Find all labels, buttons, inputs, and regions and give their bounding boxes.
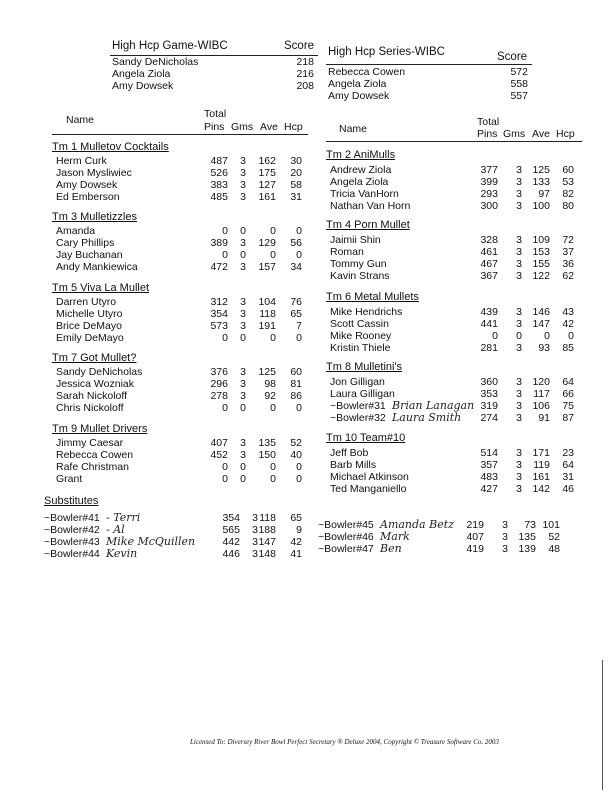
player-pins: 472 <box>210 261 228 273</box>
player-ave: 155 <box>532 258 550 270</box>
player-pins: 399 <box>480 176 498 188</box>
hicap-name: Sandy DeNicholas <box>112 56 199 68</box>
player-ave: 118 <box>259 512 276 524</box>
player-name: Mike Rooney <box>330 330 392 342</box>
player-gms: 3 <box>252 524 258 536</box>
player-ave: 147 <box>532 318 550 330</box>
player-pins: 353 <box>480 388 498 400</box>
player-pins: 452 <box>210 449 228 461</box>
right-total-header: Total <box>477 116 500 128</box>
player-name: Emily DeMayo <box>56 332 124 344</box>
player-gms: 3 <box>516 318 522 330</box>
player-hcp: 42 <box>562 318 574 330</box>
player-ave: 118 <box>259 308 276 320</box>
player-gms: 3 <box>240 191 246 203</box>
player-pins: 407 <box>210 437 228 449</box>
player-ave: 73 <box>524 519 536 531</box>
right-pins-header: Pins <box>477 128 498 140</box>
player-pins: 367 <box>480 270 498 282</box>
player-pins: 446 <box>222 548 240 560</box>
player-name: ~Bowler#44 <box>44 548 100 560</box>
handwritten-name: Ben <box>380 542 402 555</box>
player-ave: 139 <box>518 543 536 555</box>
player-hcp: 101 <box>542 519 560 531</box>
player-hcp: 64 <box>562 376 574 388</box>
player-ave: 104 <box>258 296 276 308</box>
player-gms: 3 <box>252 548 258 560</box>
player-pins: 467 <box>480 258 498 270</box>
player-name: Tricia VanHorn <box>330 188 399 200</box>
player-hcp: 82 <box>562 188 574 200</box>
player-hcp: 20 <box>290 167 302 179</box>
player-name: Michelle Utyro <box>56 308 123 320</box>
player-ave: 161 <box>258 191 276 203</box>
player-name: Jaimii Shin <box>330 234 381 246</box>
player-gms: 3 <box>516 200 522 212</box>
player-gms: 3 <box>240 378 246 390</box>
handwritten-name: - Terri <box>106 511 141 524</box>
player-name: ~Bowler#31 <box>330 400 386 412</box>
player-gms: 3 <box>240 179 246 191</box>
player-name: Ed Emberson <box>56 191 120 203</box>
player-hcp: 52 <box>290 437 302 449</box>
player-name: Rebecca Cowen <box>56 449 134 461</box>
player-hcp: 87 <box>562 412 574 424</box>
player-name: Mike Hendrichs <box>330 306 403 318</box>
player-ave: 100 <box>532 200 550 212</box>
player-pins: 0 <box>222 332 228 344</box>
player-name: ~Bowler#43 <box>44 536 100 548</box>
player-pins: 441 <box>480 318 498 330</box>
left-header-rule <box>52 134 308 135</box>
player-pins: 0 <box>222 473 228 485</box>
right-hcp-header: Hcp <box>556 128 575 140</box>
player-gms: 3 <box>240 390 246 402</box>
player-pins: 296 <box>210 378 228 390</box>
player-name: Kristin Thiele <box>330 342 391 354</box>
player-pins: 514 <box>480 447 498 459</box>
player-gms: 3 <box>502 531 508 543</box>
player-name: Kavin Strans <box>330 270 390 282</box>
player-hcp: 37 <box>562 246 574 258</box>
player-gms: 3 <box>516 258 522 270</box>
player-name: Sandy DeNicholas <box>56 366 143 378</box>
player-gms: 3 <box>516 447 522 459</box>
hicap-score: 558 <box>510 78 528 90</box>
player-hcp: 53 <box>562 176 574 188</box>
hicap-score: 557 <box>510 90 528 102</box>
player-hcp: 65 <box>290 512 302 524</box>
player-gms: 3 <box>516 376 522 388</box>
player-ave: 191 <box>258 320 276 332</box>
right-ave-header: Ave <box>532 128 550 140</box>
player-hcp: 52 <box>548 531 560 543</box>
player-name: Herm Curk <box>56 155 107 167</box>
player-hcp: 56 <box>290 237 302 249</box>
player-pins: 281 <box>480 342 498 354</box>
player-hcp: 40 <box>290 449 302 461</box>
player-gms: 3 <box>240 296 246 308</box>
player-gms: 3 <box>516 188 522 200</box>
player-name: Laura Gilligan <box>330 388 395 400</box>
player-name: Jason Mysliwiec <box>56 167 132 179</box>
left-ave-header: Ave <box>260 121 278 133</box>
team-title: Tm 10 Team#10 <box>326 432 406 444</box>
player-hcp: 72 <box>562 234 574 246</box>
player-ave: 142 <box>532 483 550 495</box>
player-name: ~Bowler#45 <box>318 519 374 531</box>
player-pins: 483 <box>480 471 498 483</box>
player-gms: 3 <box>240 320 246 332</box>
player-ave: 0 <box>270 461 276 473</box>
hicap-name: Amy Dowsek <box>328 90 390 102</box>
player-hcp: 46 <box>562 483 574 495</box>
player-ave: 122 <box>532 270 550 282</box>
left-gms-header: Gms <box>231 121 254 133</box>
player-ave: 188 <box>258 524 276 536</box>
player-pins: 354 <box>222 512 240 524</box>
right-gms-header: Gms <box>503 128 526 140</box>
player-name: Michael Atkinson <box>330 471 409 483</box>
player-pins: 319 <box>480 400 498 412</box>
player-gms: 3 <box>516 176 522 188</box>
left-pins-header: Pins <box>204 121 225 133</box>
player-hcp: 42 <box>290 536 302 548</box>
player-pins: 0 <box>222 461 228 473</box>
player-gms: 0 <box>240 249 246 261</box>
team-title: Tm 4 Porn Mullet <box>326 219 410 231</box>
player-pins: 389 <box>210 237 228 249</box>
player-hcp: 76 <box>290 296 302 308</box>
player-ave: 161 <box>532 471 550 483</box>
hicap-score: 572 <box>510 66 528 78</box>
player-hcp: 60 <box>290 366 302 378</box>
player-ave: 133 <box>532 176 550 188</box>
player-name: Chris Nickoloff <box>56 402 124 414</box>
player-hcp: 31 <box>290 191 302 203</box>
player-hcp: 0 <box>568 330 574 342</box>
player-gms: 3 <box>252 512 258 524</box>
player-pins: 376 <box>210 366 228 378</box>
player-ave: 135 <box>258 437 276 449</box>
player-pins: 293 <box>480 188 498 200</box>
player-hcp: 0 <box>296 461 302 473</box>
team-title: Tm 5 Viva La Mullet <box>52 282 150 294</box>
player-name: Jeff Bob <box>330 447 369 459</box>
hicap-name: Angela Ziola <box>328 78 387 90</box>
player-name: Rafe Christman <box>56 461 129 473</box>
player-ave: 0 <box>270 225 276 237</box>
player-name: Brice DeMayo <box>56 320 122 332</box>
player-hcp: 81 <box>290 378 302 390</box>
player-ave: 0 <box>270 402 276 414</box>
player-gms: 3 <box>516 459 522 471</box>
player-gms: 3 <box>516 483 522 495</box>
left-total-header: Total <box>204 108 227 120</box>
handwritten-name: Kevin <box>106 547 138 560</box>
player-ave: 0 <box>270 332 276 344</box>
player-gms: 3 <box>516 270 522 282</box>
player-gms: 0 <box>516 330 522 342</box>
player-ave: 117 <box>533 388 550 400</box>
substitutes-title: Substitutes <box>44 495 99 507</box>
handwritten-name: Brian Lanagan <box>392 399 475 412</box>
player-name: Andy Mankiewica <box>56 261 138 273</box>
player-gms: 3 <box>516 471 522 483</box>
player-pins: 439 <box>480 306 498 318</box>
hicap-series-title: High Hcp Series-WIBC <box>328 46 445 58</box>
player-ave: 120 <box>532 376 550 388</box>
player-hcp: 36 <box>562 258 574 270</box>
player-pins: 312 <box>210 296 228 308</box>
player-pins: 278 <box>210 390 228 402</box>
player-gms: 3 <box>240 308 246 320</box>
handwritten-name: Mark <box>380 530 410 543</box>
player-gms: 3 <box>516 164 522 176</box>
player-pins: 383 <box>210 179 228 191</box>
player-gms: 3 <box>516 400 522 412</box>
player-gms: 3 <box>516 306 522 318</box>
hicap-game-score-label: Score <box>284 40 315 52</box>
player-name: Nathan Van Horn <box>330 200 411 212</box>
player-ave: 97 <box>538 188 550 200</box>
player-hcp: 31 <box>562 471 574 483</box>
hicap-name: Angela Ziola <box>112 68 171 80</box>
player-pins: 565 <box>222 524 240 536</box>
player-ave: 150 <box>258 449 276 461</box>
player-name: Jon Gilligan <box>330 376 385 388</box>
player-ave: 129 <box>258 237 276 249</box>
player-pins: 461 <box>480 246 498 258</box>
player-ave: 93 <box>538 342 550 354</box>
player-name: ~Bowler#46 <box>318 531 374 543</box>
player-pins: 354 <box>210 308 228 320</box>
player-pins: 419 <box>466 543 484 555</box>
player-hcp: 0 <box>296 225 302 237</box>
player-name: ~Bowler#41 <box>44 512 100 524</box>
player-name: Jay Buchanan <box>56 249 123 261</box>
player-ave: 0 <box>270 249 276 261</box>
player-ave: 127 <box>258 179 276 191</box>
player-gms: 3 <box>516 246 522 258</box>
hicap-score: 218 <box>296 56 314 68</box>
left-hcp-header: Hcp <box>284 121 303 133</box>
player-ave: 109 <box>532 234 550 246</box>
player-pins: 487 <box>210 155 228 167</box>
handwritten-name: Amanda Betz <box>380 518 454 531</box>
player-ave: 147 <box>258 536 276 548</box>
player-pins: 360 <box>480 376 498 388</box>
player-hcp: 86 <box>290 390 302 402</box>
player-ave: 0 <box>544 330 550 342</box>
player-hcp: 85 <box>562 342 574 354</box>
player-name: Tommy Gun <box>330 258 387 270</box>
player-pins: 357 <box>480 459 498 471</box>
player-hcp: 48 <box>548 543 560 555</box>
handwritten-name: Mike McQuillen <box>106 535 196 548</box>
player-name: Jessica Wozniak <box>56 378 135 390</box>
scan-edge-line <box>602 660 603 790</box>
player-ave: 125 <box>532 164 550 176</box>
player-pins: 300 <box>480 200 498 212</box>
license-footer: Licensed To: Diversey River Bowl Perfect Secretary ® Deluxe 2004, Copyright © Treasure Software Co. 2003 <box>190 738 499 746</box>
player-gms: 3 <box>240 366 246 378</box>
team-title: Tm 2 AniMulls <box>326 149 396 161</box>
player-pins: 0 <box>222 402 228 414</box>
player-hcp: 7 <box>296 320 302 332</box>
player-hcp: 75 <box>562 400 574 412</box>
player-pins: 526 <box>210 167 228 179</box>
player-hcp: 43 <box>562 306 574 318</box>
player-ave: 146 <box>532 306 550 318</box>
player-gms: 3 <box>516 234 522 246</box>
player-hcp: 0 <box>296 332 302 344</box>
player-hcp: 58 <box>290 179 302 191</box>
player-gms: 0 <box>240 332 246 344</box>
player-hcp: 66 <box>562 388 574 400</box>
player-gms: 0 <box>240 473 246 485</box>
player-gms: 3 <box>502 543 508 555</box>
player-name: Ted Manganiello <box>330 483 407 495</box>
handwritten-name: - Al <box>106 523 125 536</box>
player-gms: 0 <box>240 461 246 473</box>
left-name-header: Name <box>66 114 95 126</box>
player-gms: 3 <box>240 449 246 461</box>
player-name: Cary Phillips <box>56 237 115 249</box>
player-gms: 3 <box>516 412 522 424</box>
player-hcp: 41 <box>290 548 302 560</box>
player-ave: 171 <box>532 447 550 459</box>
player-gms: 3 <box>252 536 258 548</box>
player-pins: 573 <box>210 320 228 332</box>
player-name: Amanda <box>56 225 96 237</box>
player-ave: 91 <box>538 412 550 424</box>
player-pins: 427 <box>480 483 498 495</box>
player-pins: 328 <box>480 234 498 246</box>
player-pins: 407 <box>466 531 484 543</box>
player-pins: 0 <box>222 225 228 237</box>
player-name: Scott Cassin <box>330 318 389 330</box>
player-hcp: 0 <box>296 402 302 414</box>
player-pins: 0 <box>222 249 228 261</box>
player-ave: 135 <box>518 531 536 543</box>
player-gms: 3 <box>240 167 246 179</box>
player-hcp: 0 <box>296 249 302 261</box>
player-gms: 3 <box>240 437 246 449</box>
player-ave: 98 <box>264 378 276 390</box>
player-hcp: 9 <box>296 524 302 536</box>
player-hcp: 60 <box>562 164 574 176</box>
player-name: ~Bowler#32 <box>330 412 386 424</box>
team-title: Tm 7 Got Mullet? <box>52 352 137 364</box>
team-title: Tm 1 Mulletov Cocktails <box>52 141 169 153</box>
player-gms: 3 <box>516 342 522 354</box>
player-gms: 3 <box>240 155 246 167</box>
hicap-name: Amy Dowsek <box>112 80 174 92</box>
team-title: Tm 9 Mullet Drivers <box>52 423 148 435</box>
player-pins: 377 <box>480 164 498 176</box>
player-gms: 3 <box>240 261 246 273</box>
player-pins: 442 <box>222 536 240 548</box>
hicap-score: 216 <box>296 68 314 80</box>
player-ave: 162 <box>258 155 276 167</box>
player-name: ~Bowler#42 <box>44 524 100 536</box>
team-title: Tm 8 Mulletini's <box>326 361 403 373</box>
player-hcp: 34 <box>290 261 302 273</box>
player-pins: 274 <box>480 412 498 424</box>
player-gms: 3 <box>516 388 522 400</box>
player-name: Barb Mills <box>330 459 377 471</box>
player-ave: 0 <box>270 473 276 485</box>
player-name: Grant <box>56 473 83 485</box>
player-ave: 157 <box>258 261 276 273</box>
player-hcp: 65 <box>290 308 302 320</box>
hicap-series-rule <box>326 64 532 65</box>
hicap-game-title: High Hcp Game-WIBC <box>112 40 228 52</box>
player-name: ~Bowler#47 <box>318 543 374 555</box>
hicap-series-score-label: Score <box>497 51 528 63</box>
player-ave: 92 <box>264 390 276 402</box>
player-ave: 148 <box>258 548 276 560</box>
player-name: Roman <box>330 246 364 258</box>
player-pins: 219 <box>466 519 484 531</box>
player-name: Andrew Ziola <box>330 164 392 176</box>
handwritten-name: Laura Smith <box>392 411 462 424</box>
player-gms: 0 <box>240 402 246 414</box>
player-name: Angela Ziola <box>330 176 389 188</box>
right-header-rule <box>326 141 582 142</box>
player-gms: 3 <box>240 237 246 249</box>
player-pins: 485 <box>210 191 228 203</box>
player-hcp: 64 <box>562 459 574 471</box>
player-name: Sarah Nickoloff <box>56 390 128 402</box>
player-hcp: 0 <box>296 473 302 485</box>
player-ave: 175 <box>258 167 276 179</box>
player-hcp: 80 <box>562 200 574 212</box>
hicap-name: Rebecca Cowen <box>328 66 406 78</box>
team-title: Tm 3 Mulletizzles <box>52 211 137 223</box>
player-hcp: 62 <box>562 270 574 282</box>
player-hcp: 23 <box>562 447 574 459</box>
player-gms: 3 <box>502 519 508 531</box>
player-ave: 119 <box>533 459 550 471</box>
player-name: Darren Utyro <box>56 296 117 308</box>
player-ave: 106 <box>532 400 550 412</box>
team-title: Tm 6 Metal Mullets <box>326 291 419 303</box>
player-hcp: 30 <box>290 155 302 167</box>
player-ave: 125 <box>258 366 276 378</box>
player-pins: 0 <box>492 330 498 342</box>
hicap-score: 208 <box>296 80 314 92</box>
player-name: Jimmy Caesar <box>56 437 124 449</box>
player-name: Amy Dowsek <box>56 179 118 191</box>
right-name-header: Name <box>339 123 368 135</box>
player-ave: 153 <box>532 246 550 258</box>
player-gms: 0 <box>240 225 246 237</box>
